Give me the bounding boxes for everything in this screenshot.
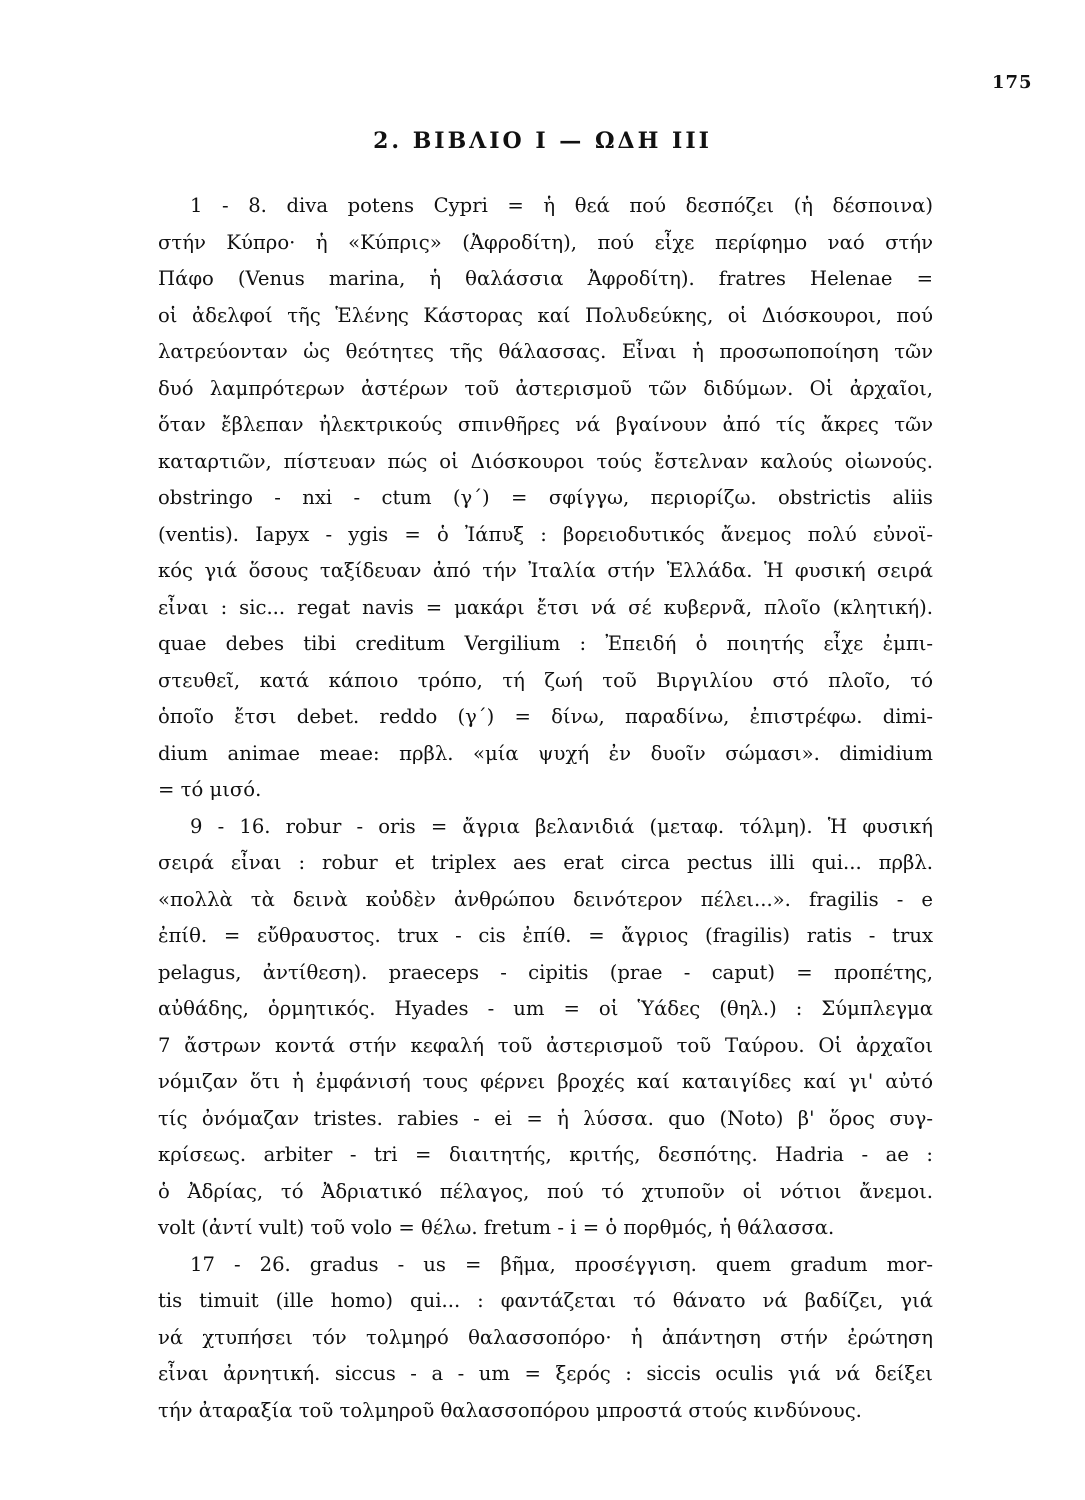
text-line: 9 - 16. robur - oris = ἄγρια βελανιδιά (μεταφ. τόλμη). Ἡ φυσική xyxy=(190,814,933,838)
text-line: τίς ὀνόμαζαν tristes. rabies - ei = ἡ λύσσα. quo (Noto) β' ὅρος συγ- xyxy=(158,1106,933,1130)
text-line: στευθεῖ, κατά κάποιο τρόπο, τή ζωή τοῦ Βιργιλίου στό πλοῖο, τό xyxy=(158,668,933,692)
text-line: καταρτιῶν, πίστευαν πώς οἱ Διόσκουροι τούς ἔστελναν καλούς οἰωνούς. xyxy=(158,449,933,473)
text-line: 7 ἄστρων κοντά στήν κεφαλή τοῦ ἀστερισμοῦ τοῦ Ταύρου. Οἱ ἀρχαῖοι xyxy=(158,1033,933,1057)
text-line: pelagus, ἀντίθεση). praeceps - cipitis (prae - caput) = προπέτης, xyxy=(158,960,933,984)
commentary-body xyxy=(158,188,933,1429)
text-line: volt (ἀντί vult) τοῦ volo = θέλω. fretum - i = ὁ πορθμός, ἡ θάλασσα. xyxy=(158,1216,835,1239)
text-line: κός γιά ὅσους ταξίδευαν ἀπό τήν Ἰταλία στήν Ἑλλάδα. Ἡ φυσική σειρά xyxy=(158,559,933,582)
text-line: dium animae meae: πρβλ. «μία ψυχή ἐν δυοῖν σώμασι». dimidium xyxy=(158,741,933,765)
text-line: οἱ ἀδελφοί τῆς Ἑλένης Κάστορας καί Πολυδεύκης, οἱ Διόσκουροι, πού xyxy=(158,303,933,327)
text-line: 17 - 26. gradus - us = βῆμα, προσέγγιση. quem gradum mor- xyxy=(190,1252,933,1276)
chapter-heading: 2. ΒΙΒΛΙΟ Ι — ΩΔΗ ΙΙΙ xyxy=(373,128,712,154)
text-line: quae debes tibi creditum Vergilium : Ἐπειδή ὁ ποιητής εἶχε ἐμπι- xyxy=(158,632,933,655)
text-line: ἐπίθ. = εὔθραυστος. trux - cis ἐπίθ. = ἄγριος (fragilis) ratis - trux xyxy=(158,924,933,947)
text-line: (ventis). Iapyx - ygis = ὁ Ἰάπυξ : βορειοδυτικός ἄνεμος πολύ εὐνοϊ- xyxy=(158,522,933,546)
text-line: εἶναι ἀρνητική. siccus - a - um = ξερός : siccis oculis γιά νά δείξει xyxy=(158,1362,933,1385)
text-line: εἶναι : sic... regat navis = μακάρι ἔτσι νά σέ κυβερνᾶ, πλοῖο (κλητική). xyxy=(158,595,933,619)
text-line: «πολλὰ τὰ δεινὰ κοὐδὲν ἀνθρώπου δεινότερον πέλει...». fragilis - e xyxy=(158,887,933,911)
text-line: ὅταν ἔβλεπαν ἠλεκτρικούς σπινθῆρες νά βγαίνουν ἀπό τίς ἄκρες τῶν xyxy=(158,413,933,436)
text-line: λατρεύονταν ὡς θεότητες τῆς θάλασσας. Εἶναι ἡ προσωποποίηση τῶν xyxy=(158,340,933,363)
page-number: 175 xyxy=(992,72,1033,93)
text-line: δυό λαμπρότερων ἀστέρων τοῦ ἀστερισμοῦ τῶν διδύμων. Οἱ ἀρχαῖοι, xyxy=(158,376,933,400)
paragraph-lines-1-8 xyxy=(158,188,933,809)
text-line: 1 - 8. diva potens Cypri = ἡ θεά πού δεσπόζει (ἡ δέσποινα) xyxy=(190,194,933,217)
text-line: νόμιζαν ὅτι ἡ ἐμφάνισή τους φέρνει βροχές καί καταιγίδες καί γι' αὐτό xyxy=(158,1070,933,1093)
text-line: tis timuit (ille homo) qui... : φαντάζεται τό θάνατο νά βαδίζει, γιά xyxy=(158,1289,933,1312)
text-line: σειρά εἶναι : robur et triplex aes erat circa pectus illi qui... πρβλ. xyxy=(158,851,933,874)
text-line: ὁποῖο ἔτσι debet. reddo (γ΄) = δίνω, παραδίνω, ἐπιστρέφω. dimi- xyxy=(158,705,933,728)
paragraph-lines-17-26 xyxy=(158,1247,933,1430)
text-line: νά χτυπήσει τόν τολμηρό θαλασσοπόρο· ἡ ἀπάντηση στήν ἐρώτηση xyxy=(158,1325,933,1349)
text-line: κρίσεως. arbiter - tri = διαιτητής, κριτής, δεσπότης. Hadria - ae : xyxy=(158,1143,933,1166)
text-line: τήν ἀταραξία τοῦ τολμηροῦ θαλασσοπόρου μπροστά στούς κινδύνους. xyxy=(158,1398,862,1422)
text-line: αὐθάδης, ὁρμητικός. Hyades - um = οἱ Ὑάδες (θηλ.) : Σύμπλεγμα xyxy=(158,997,933,1020)
text-line: obstringo - nxi - ctum (γ΄) = σφίγγω, περιορίζω. obstrictis aliis xyxy=(158,486,933,509)
text-line: = τό μισό. xyxy=(158,778,262,801)
text-line: Πάφο (Venus marina, ἡ θαλάσσια Ἀφροδίτη). fratres Helenae = xyxy=(158,267,933,290)
paragraph-lines-9-16 xyxy=(158,809,933,1247)
text-line: στήν Κύπρο· ἡ «Κύπρις» (Ἀφροδίτη), πού εἶχε περίφημο ναό στήν xyxy=(158,230,933,254)
text-line: ὁ Ἀδρίας, τό Ἀδριατικό πέλαγος, πού τό χτυποῦν οἱ νότιοι ἄνεμοι. xyxy=(158,1179,933,1203)
